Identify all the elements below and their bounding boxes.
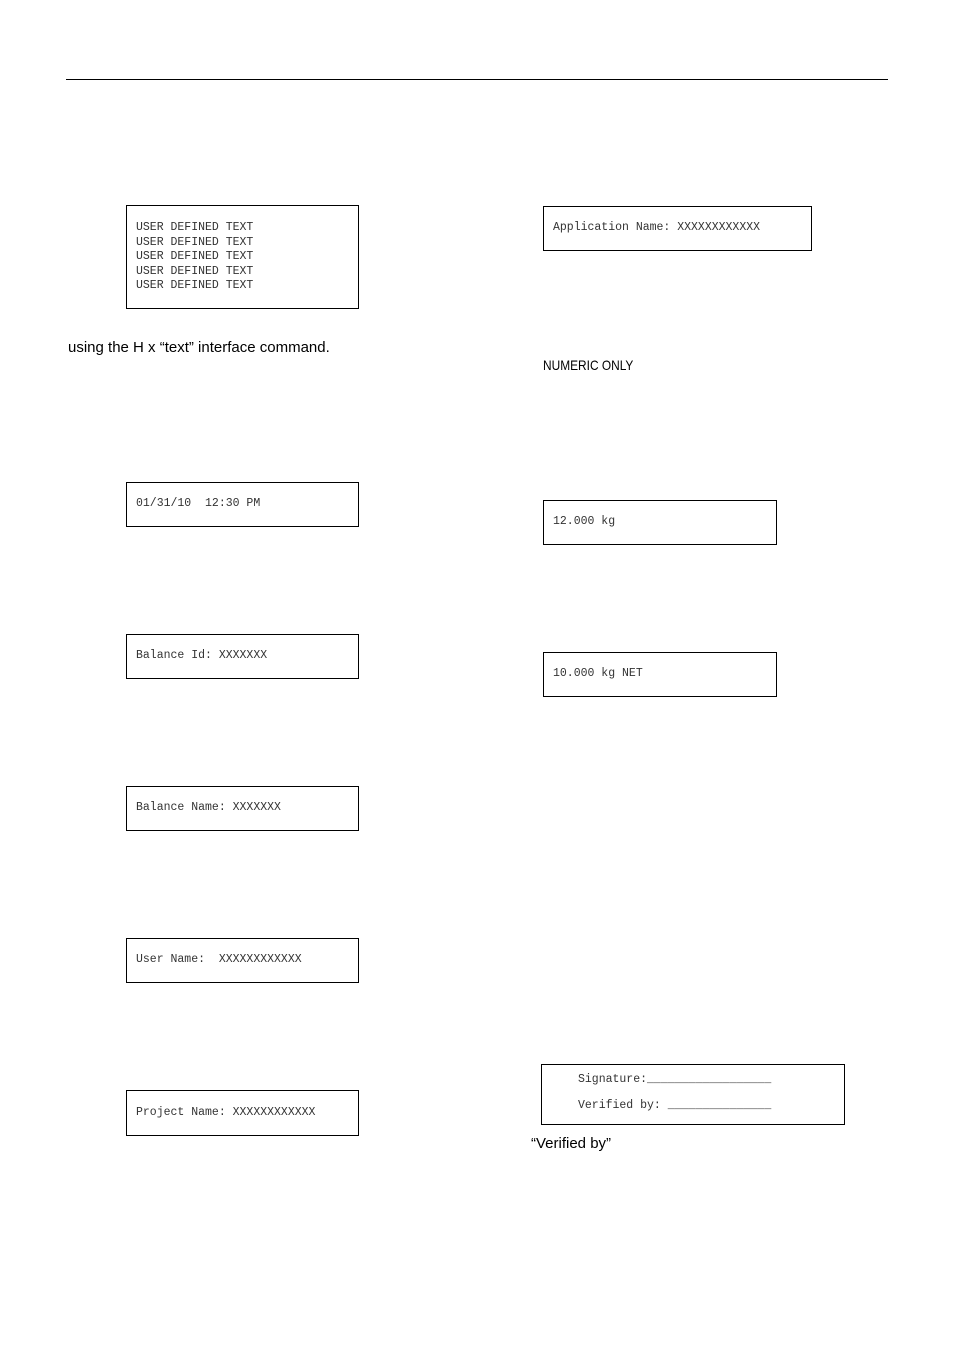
balance-name-box: Balance Name: XXXXXXX [126, 786, 359, 831]
hx-command-note: using the H x “text” interface command. [68, 339, 330, 356]
user-text-line: USER DEFINED TEXT [136, 250, 254, 263]
numeric-only-note: NUMERIC ONLY [543, 357, 634, 373]
application-name-box: Application Name: XXXXXXXXXXXX [543, 206, 812, 251]
user-text-line: USER DEFINED TEXT [136, 235, 254, 249]
user-text-line: USER DEFINED TEXT [136, 279, 254, 292]
date-time-box: 01/31/10 12:30 PM [126, 482, 359, 527]
header-rule [66, 79, 888, 80]
user-text-line: USER DEFINED TEXT [136, 264, 254, 278]
balance-id-box: Balance Id: XXXXXXX [126, 634, 359, 679]
user-name-box: User Name: XXXXXXXXXXXX [126, 938, 359, 983]
verified-by-line: Verified by: _______________ [578, 1098, 772, 1112]
user-text-line: USER DEFINED TEXT [136, 221, 254, 234]
signature-box [541, 1064, 845, 1125]
weight-box: 12.000 kg [543, 500, 777, 545]
project-name-box: Project Name: XXXXXXXXXXXX [126, 1090, 359, 1136]
signature-line: Signature:__________________ [578, 1073, 772, 1086]
user-defined-text-box [126, 205, 359, 309]
net-weight-box: 10.000 kg NET [543, 652, 777, 697]
verified-by-note: “Verified by” [531, 1135, 612, 1152]
